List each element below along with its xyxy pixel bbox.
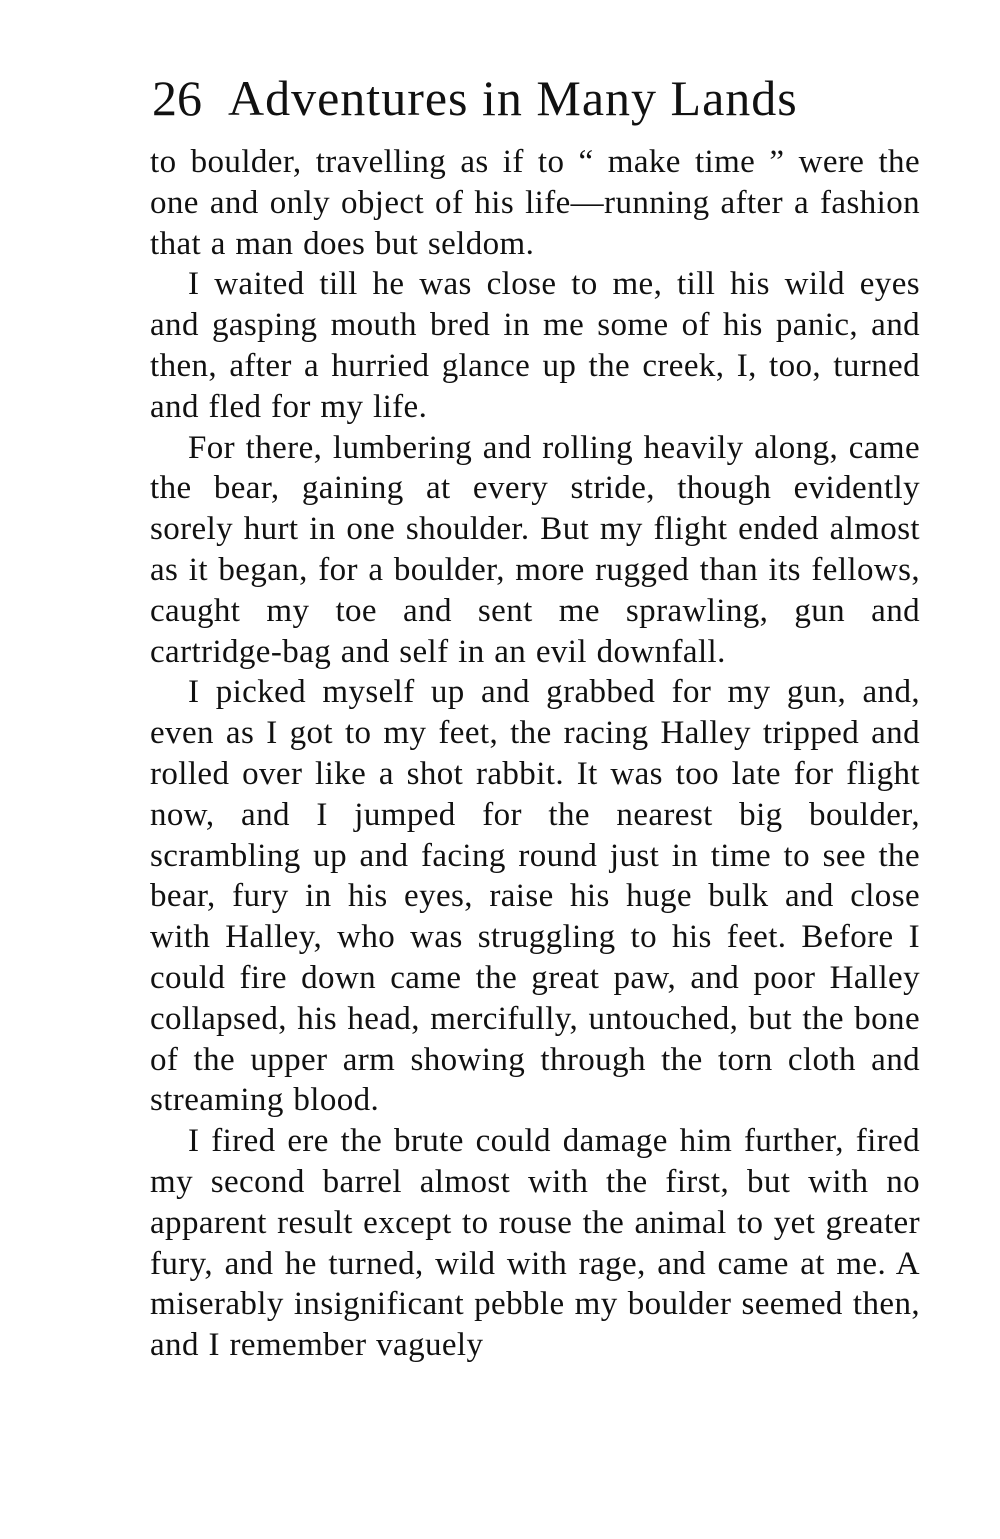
paragraph-continued: to boulder, travelling as if to “ make time ” were the one and only object of his life—running after a fashion that a man does but seldom. xyxy=(150,144,920,262)
running-head xyxy=(152,66,887,130)
paragraph: I waited till he was close to me, till his wild eyes and gasping mouth bred in me some of his panic, and then, after a hurried glance up the creek, I, too, turned and fled for my life. xyxy=(150,266,920,425)
body-text xyxy=(150,142,920,1366)
paragraph: For there, lumbering and rolling heavily along, came the bear, gaining at every stride, though evidently sorely hurt in one shoulder. But my flight ended almost as it began, for a boulder, more rugged than its fellows, caught my toe and sent me sprawling, gun and cartridge-bag and self in an evil downfall. xyxy=(150,429,920,670)
page-number: 26 xyxy=(152,70,202,126)
paragraph: I picked myself up and grabbed for my gun, and, even as I got to my feet, the racing Halley tripped and rolled over like a shot rabbit. It was too late for flight now, and I jumped for the nearest big boulder, scrambling up and facing round just in time to see the bear, fury in his eyes, raise his huge bulk and close with Halley, who was struggling to his feet. Before I could fire down came the great paw, and poor Halley collapsed, his head, mercifully, untouched, but the bone of the upper arm showing through the torn cloth and streaming blood. xyxy=(150,674,920,1119)
book-title: Adventures in Many Lands xyxy=(228,70,798,126)
paragraph: I fired ere the brute could damage him further, fired my second barrel almost with the first, but with no apparent result except to rouse the animal to yet greater fury, and he turned, wild with rage, and came at me. A miserably insignificant pebble my boulder seemed then, and I remember vaguely xyxy=(150,1123,920,1364)
